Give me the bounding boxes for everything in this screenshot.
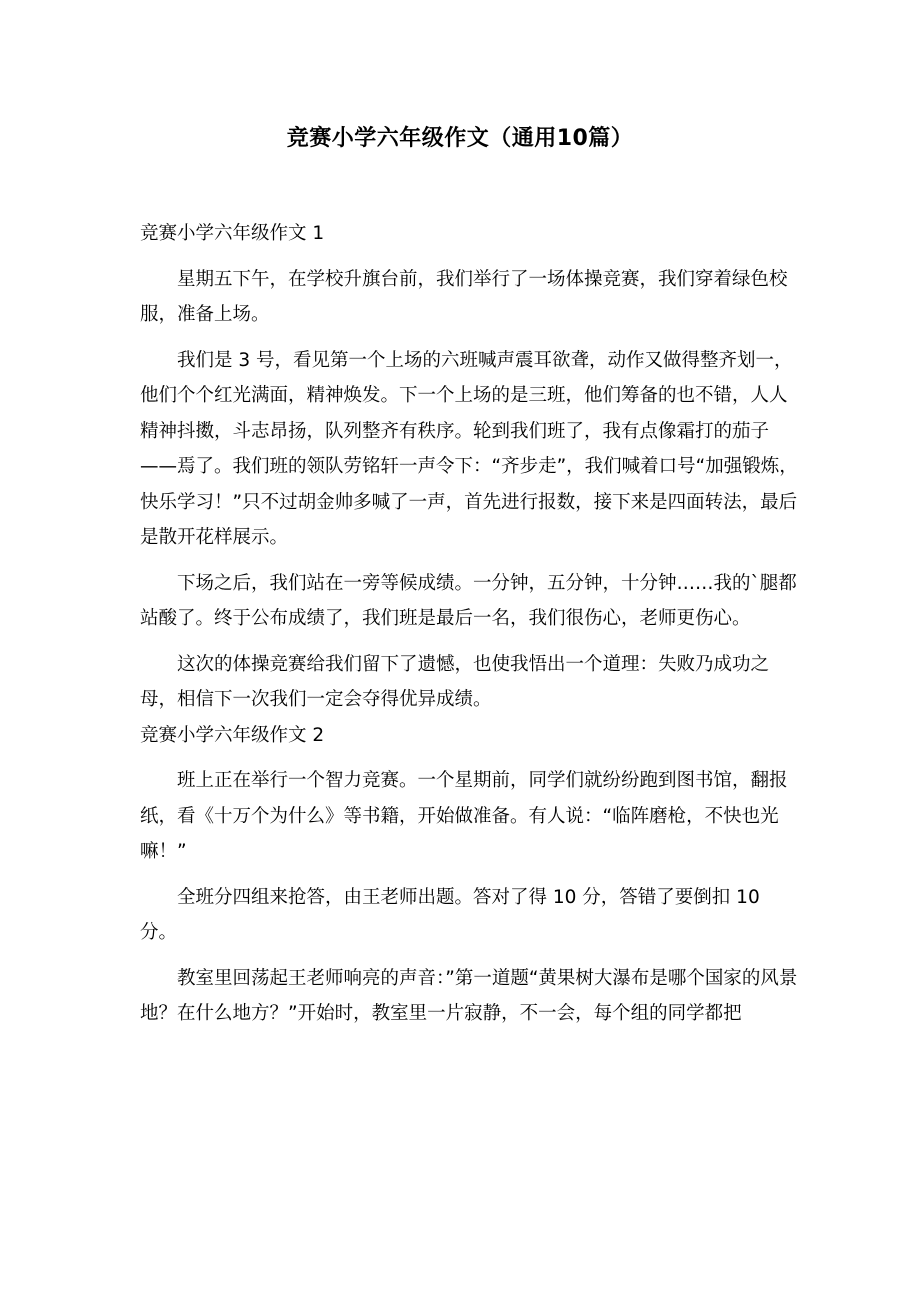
paragraph: 这次的体操竞赛给我们留下了遗憾，也使我悟出一个道理：失败乃成功之母，相信下一次我们一定会夺得优异成绩。: [140, 653, 770, 710]
section-heading: 竞赛小学六年级作文 1: [140, 223, 325, 244]
document-body: [140, 216, 802, 1032]
paragraph: 星期五下午，在学校升旗台前，我们举行了一场体操竞赛，我们穿着绿色校服，准备上场。: [140, 268, 788, 325]
paragraph: 全班分四组来抢答，由王老师出题。答对了得 10 分，答错了要倒扣 10 分。: [140, 886, 760, 943]
section-heading: 竞赛小学六年级作文 2: [140, 724, 325, 746]
paragraph: 教室里回荡起王老师响亮的声音：”第一道题“黄果树大瀑布是哪个国家的风景地？在什么地方？”开始时，教室里一片寂静，不一会，每个组的同学都把: [140, 967, 798, 1024]
document-title: 竞赛小学六年级作文（通用10篇）: [286, 126, 634, 151]
paragraph: 我们是 3 号，看见第一个上场的六班喊声震耳欲聋，动作又做得整齐划一，他们个个红光满面，精神焕发。下一个上场的是三班，他们筹备的也不错，人人精神抖擞，斗志昂扬，队列整齐有秩序。轮到我们班了，我有点像霜打的茄子——焉了。我们班的领队劳铭轩一声令下：“齐步走”，我们喊着口号“加强锻炼，快乐学习！”只不过胡金帅多喊了一声，首先进行报数，接下来是四面转法，最后是散开花样展示。: [140, 349, 798, 548]
paragraph: 下场之后，我们站在一旁等候成绩。一分钟，五分钟，十分钟……我的`腿都站酸了。终于公布成绩了，我们班是最后一名，我们很伤心，老师更伤心。: [140, 572, 797, 629]
paragraph: 班上正在举行一个智力竞赛。一个星期前，同学们就纷纷跑到图书馆，翻报纸，看《十万个为什么》等书籍，开始做准备。有人说：“临阵磨枪，不快也光嘛！”: [140, 770, 788, 862]
